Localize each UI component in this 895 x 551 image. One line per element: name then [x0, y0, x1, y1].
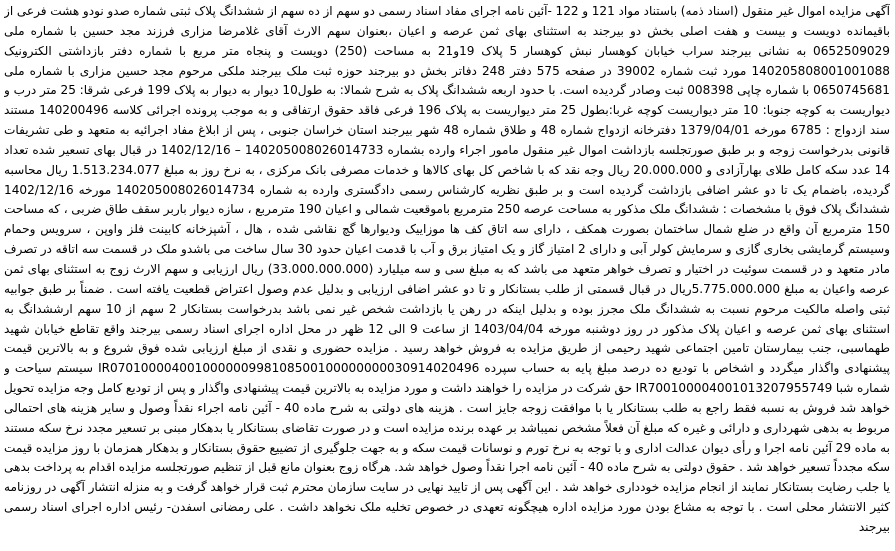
notice-signature: علی رمضانی اسفدن- رئیس اداره اجرای اسناد رسمی بیرجند	[4, 500, 890, 534]
auction-notice	[4, 2, 890, 549]
notice-body: آگهی مزایده اموال غیر منقول (اسناد ذمه) باستناد مواد 121 و 122 -آئین نامه اجرای مفاد اسناد رسمی دو سهم از ده سهم از ششدانگ پلاک ثبتی شماره صدو نودو هشت فرعی از باقیمانده دویست و بیست و هفت اصلی بخش دو بیرجند به استثنای بهای ثمن عرصه و اعیان ،بعنوان سهم الارث آقای غلامرضا مزاری فرزند مجد حسین با شماره ملی 0652509029 به نشانی بیرجند سراب خیابان کوهسار نبش کوهسار 5 پلاک 19و21 به مساحت (250) دویست و پنجاه متر مربع با شماره دفتر بازداشتی الکترونیک 140205808001001088 مورد ثبت شماره 39002 در صفحه 575 دفتر 248 دفاتر بخش دو بیرجند حوزه ثبت ملک بیرجند ملکی مرحوم مجد حسین مزاری با شماره ملی 0650745681 با شماره چاپی 008398 ثبت وصادر گردیده است. با حدود اربعه ششدانگ پلاک به شرح شمالا: به طول10 دیوار به دیوار به پلاک 199 فرعی شرقا: 25 متر درب و دیواریست به کوچه جنوبا: 10 متر دیواریست کوچه غربا:بطول 25 متر دیواریست به پلاک 196 فرعی فاقد حقوق ارتفاقی و به موجب پرونده اجرائی کلاسه 140200496 مستند سند ازدواج : 6785 مورخه 1379/04/01 دفترخانه ازدواج شماره 48 و طلاق شماره 48 شهر بیرجند استان خراسان جنوبی ، پس از ابلاغ مفاد اجرائیه به متعهد و طی تشریفات قانونی بدرخواست زوجه و بر طبق صورتجلسه بازداشت اموال غیر منقول مامور اجراء وارده بشماره 140205008026014733 – 1402/12/16 در قبال بهای تسعیر شده تعداد 14 عدد سکه کامل طلای بهارآزادی و 20.000.000 ریال وجه نقد که با شاخص کل بهای کالاها و خدمات مصرفی بانک مرکزی ، به نرخ روز به مبلغ 1.513.234.077 ریال محاسبه گردیده، باضمام یک تا دو عشر اضافی بازداشت گردیده است و بر طبق نظریه کارشناس رسمی دادگستری وارده به شماره 140205008026014734 مورخه 1402/12/16 ششدانگ پلاک فوق با مشخصات : ششدانگ ملک مذکور به مساحت عرصه 250 مترمربع باموقعیت شمالی و اعیان 190 مترمربع ، سازه دیوار باربر سقف طاق ضربی ، که مساحت 150 مترمربع آن واقع در ضلع شمال ساختمان بصورت همکف ، دارای سه اتاق کف ها موزاییک ودیوارها گچ نقاشی شده ، هال ، آشپزخانه کابینت فلز واوپن ، سرویس وحمام وسیستم گرمایشی بخاری گازی و سرمایش کولر آبی و دارای 2 امتیاز گاز و یک امتیاز برق و آب با قدمت اعیان حدود 30 سال ساخت می باشدو ملک در قسمت سه اتاقه در تصرف مادر متعهد و در قسمت سوئیت در اختیار و تصرف خواهر متعهد می باشد که به مبلغ سی و سه میلیارد (33.000.000.000) ریال ارزیابی و سهم الارث زوج به استثنای بهای ثمن عرصه واعیان به مبلغ 5.775.000.000ریال در قبال قسمتی از طلب بستانکار و تا دو عشر اضافی ارزیابی و بدلیل عدم وصول اعتراض قطعیت یافته است . ضمناً بر طبق جوابیه ثبتی واصله مالکیت مرحوم نسبت به ششدانگ ملک مجرز بوده و بدلیل اینکه در رهن یا بازداشت شخص غیر نمی باشد بدرخواست بستانکار 2 سهم از 10 سهم ارششدانگ به استثنای بهای ثمن عرصه و اعیان پلاک مذکور در روز دوشنبه مورخه 1403/04/04 از ساعت 9 الی 12 ظهر در محل اداره اجرای اسناد رسمی بیرجند واقع تقاطع خیابان شهید طهماسبی، جنب بیمارستان تامین اجتماعی شهید رحیمی از طریق مزایده به فروش خواهد رسید . مزایده حضوری و نقدی از مبلغ ارزیابی شده فوق شروع و به بالاترین قیمت پیشنهادی واگذار میگردد و اشخاص با تودیع ده درصد مبلغ پایه به حساب سپرده IR070100004001000000998108500100000000030914020496 سیستم سیاحت و شماره شبا IR700100004001013207955749 حق شرکت در مزایده را خواهند داشت و مورد مزایده به بالاترین قیمت پیشنهادی واگذار و پس از تودیع کامل وجه مزایده تحویل خواهد شد فروش به نسبه فقط راجع به طلب بستانکار یا با موافقت زوجه جایز است . هزینه های دولتی به شرح ماده 40 - آئین نامه اجراء نقداً وصول و سایر هزینه های احتمالی مربوط به بدهی شهرداری و دارائی و غیره که مبلغ آن فعلاً مشخص نمیباشد بر عهده برنده مزایده است و در صورت تقاضای بستانکار یا بدهکار مبنی بر تسعیر مجدد نرخ سکه مستند به ماده 29 آئین نامه اجرا و رأی دیوان عدالت اداری و با توجه به نرخ تورم و نوسانات قیمت سکه و به جهت جلوگیری از تضییع حقوق بستانکار و بدهکار همزمان با روز مزایده قیمت سکه مجدداً تسعیر خواهد شد . حقوق دولتی به شرح ماده 40 - آئین نامه اجرا نقداً وصول خواهد شد. هرگاه زوج بعنوان مانع قبل از تنظیم صورتجلسه مزایده اقدام به پرداخت بدهی یا جلب رضایت بستانکار نمایند از انجام مزایده خودداری خواهد شد . این آگهی پس از تایید نهایی در سایت سازمان محترم ثبت قرار خواهد گرفت و به منزله انتشار آگهی در روزنامه کثیر الانتشار محلی است . با توجه به مشاع بودن مورد مزایده اداره هیچگونه تعهدی در خصوص تخلیه ملک نخواهد داشت .	[4, 4, 890, 515]
